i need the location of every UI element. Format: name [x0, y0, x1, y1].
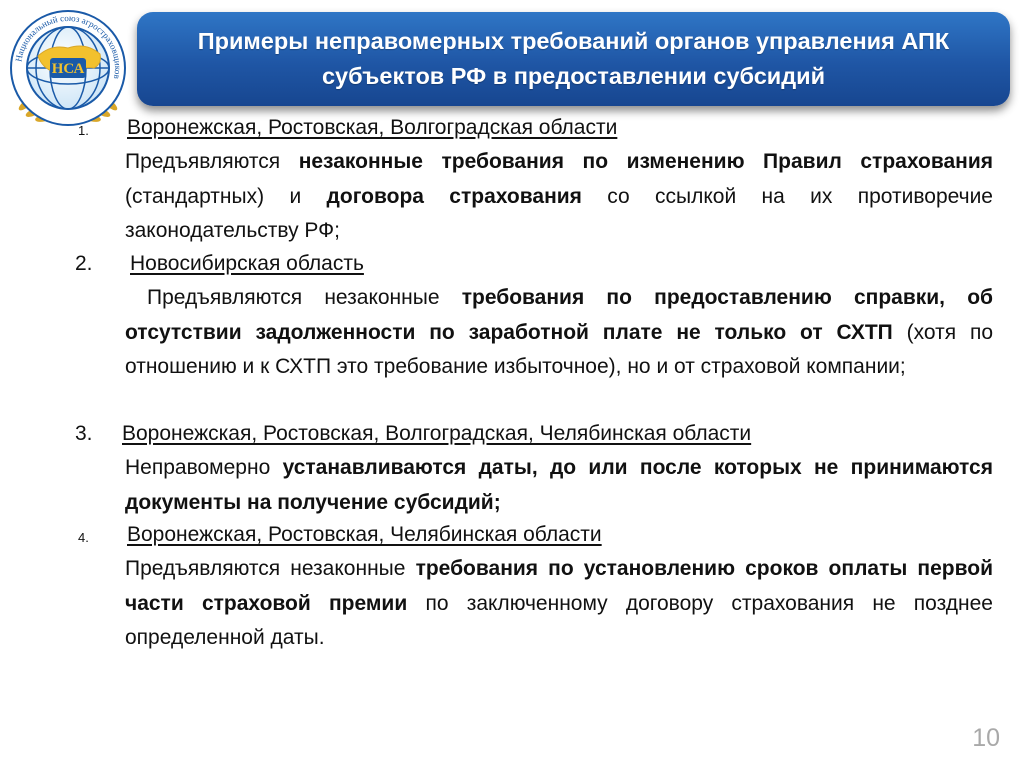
region-names: Воронежская, Ростовская, Челябинская области [127, 523, 602, 546]
organization-logo [6, 6, 130, 130]
region-names: Новосибирская область [130, 252, 364, 275]
page-number: 10 [972, 724, 1000, 752]
list-item-2-description: Предъявляются незаконные требования по предоставлению справки, об отсутствии задолженности по заработной плате не только от СХТП (хотя по отношению и к СХТП это требование избыточное), но и от страховой компании; [125, 286, 993, 378]
list-item-number: 1. [78, 123, 89, 138]
globe-emblem-icon [6, 6, 130, 130]
list-item-1-description: Предъявляются незаконные требования по изменению Правил страхования (стандартных) и договора страхования со ссылкой на их противоречие законодательству РФ; [125, 150, 993, 242]
list-item-4-description: Предъявляются незаконные требования по установлению сроков оплаты первой части страховой премии по заключенному договору страхования не позднее определенной даты. [125, 557, 993, 649]
logo-ring-text: Национальный союз агростраховщиков [13, 12, 124, 80]
region-names: Воронежская, Ростовская, Волгоградская, Челябинская области [122, 422, 752, 445]
list-item-number: 4. [78, 530, 89, 545]
logo-abbr: НСА [51, 61, 85, 77]
title-banner [137, 12, 1010, 106]
list-item-3-description: Неправомерно устанавливаются даты, до или после которых не принимаются документы на получение субсидий; [125, 456, 993, 514]
region-names: Воронежская, Ростовская, Волгоградская области [127, 116, 618, 139]
page-title: Примеры неправомерных требований органов управления АПК субъектов РФ в предоставлении субсидий [197, 28, 950, 89]
list-item-number: 3. [75, 422, 93, 445]
list-item-number: 2. [75, 252, 93, 275]
